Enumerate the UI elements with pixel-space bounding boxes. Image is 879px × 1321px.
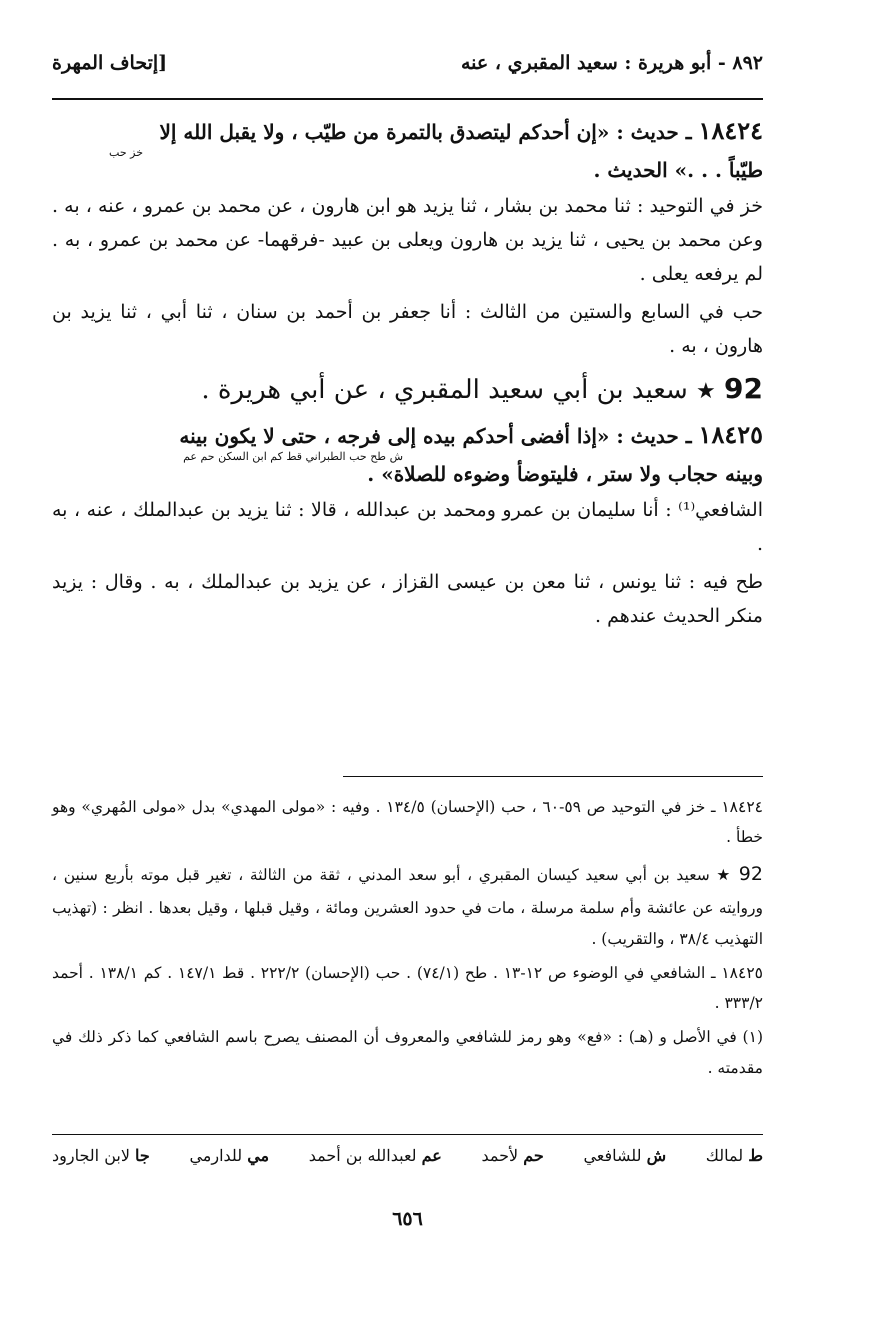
legend-divider [52, 1134, 763, 1135]
legend-label: للدارمي [189, 1146, 243, 1165]
hadith-18424 [52, 112, 763, 186]
footnotes [52, 792, 763, 1087]
paragraph: حب في السابع والستين من الثالث : أنا جعفر بن أحمد بن سنان ، ثنا أبي ، ثنا يزيد بن هارون ، به . [52, 300, 763, 357]
legend-code: ش [646, 1146, 667, 1165]
footnote-number: 92 [738, 863, 763, 886]
footnote: ١٨٤٢٥ ـ الشافعي في الوضوء ص ١٢-١٣ . طح (٧٤/١) . حب (الإحسان) ٢٢٢/٢ . قط ١٤٧/١ . كم ١٣٨/١ . أحمد ٣٣٣/٢ . [52, 963, 763, 1013]
hadith-text-part2: طيّباً . . .» الحديث . [593, 158, 763, 183]
narrator-number: 92 [724, 372, 763, 406]
running-title: ٨٩٢ - أبو هريرة : سعيد المقبري ، عنه [461, 52, 763, 74]
paragraph: الشافعي⁽¹⁾ : أنا سليمان بن عمرو ومحمد بن عبدالله ، قالا : ثنا يزيد بن عبدالملك ، عنه ، به . [52, 499, 763, 556]
page-header [52, 52, 763, 74]
page-number: ٦٥٦ [392, 1208, 423, 1230]
legend-item [706, 1146, 763, 1165]
footnote [52, 856, 763, 953]
star-icon: ★ [696, 379, 716, 405]
legend-code: حم [523, 1146, 544, 1165]
book-title: [إتحاف المهرة [52, 52, 168, 74]
legend-item [189, 1146, 269, 1165]
legend-label: للشافعي [583, 1146, 642, 1165]
main-text [52, 112, 763, 638]
hadith-18425 [52, 416, 763, 490]
paragraph: طح فيه : ثنا يونس ، ثنا معن بن عيسى القزاز ، عن يزيد بن عبدالملك ، به . وقال : يزيد منكر الحديث عندهم . [52, 571, 763, 627]
hadith-text-part2: وبينه حجاب ولا ستر ، فليتوضأ وضوءه للصلاة» . [367, 462, 763, 487]
sigla-note: ش طح حب الطبراني قط كم ابن السكن حم عم [183, 450, 403, 464]
legend-label: لمالك [705, 1146, 744, 1165]
paragraph: خز في التوحيد : ثنا محمد بن بشار ، ثنا يزيد هو ابن هارون ، عن محمد بن عمرو ، عنه ، به . وعن محمد بن يحيى ، ثنا يزيد بن هارون ويعلى بن عبيد -فرقهما- عن محمد بن عمرو ، به . لم يرفعه يعلى . [52, 195, 763, 285]
footnote-divider [343, 776, 763, 777]
legend-label: لأحمد [481, 1146, 519, 1165]
sigla-legend [52, 1146, 763, 1165]
legend-code: ط [748, 1146, 763, 1165]
legend-label: لابن الجارود [52, 1146, 130, 1165]
narrator-heading [52, 367, 763, 412]
hadith-number: ١٨٤٢٤ [698, 116, 763, 145]
legend-item [482, 1146, 544, 1165]
legend-code: جا [135, 1146, 150, 1165]
sigla-note: خز حب [109, 146, 143, 160]
hadith-number: ١٨٤٢٥ [698, 420, 763, 450]
footnote: (١) في الأصل و (هـ) : «فع» وهو رمز للشافعي والمعروف أن المصنف يصرح باسم الشافعي كما ذكر ذلك في مقدمته . [52, 1028, 763, 1077]
footnote: ١٨٤٢٤ ـ خز في التوحيد ص ٥٩-٦٠ ، حب (الإحسان) ١٣٤/٥ . وفيه : «مولى المهدي» بدل «مولى المُهري» وهو خطأ . [52, 798, 763, 847]
legend-item [52, 1146, 150, 1165]
narrator-text: سعيد بن أبي سعيد المقبري ، عن أبي هريرة . [201, 375, 688, 406]
hadith-text-part1: ـ حديث : «إذا أفضى أحدكم بيده إلى فرجه ، حتى لا يكون بينه [179, 424, 692, 449]
footnote-text: سعيد بن أبي سعيد كيسان المقبري ، أبو سعد المدني ، ثقة من الثالثة ، تغير قبل موته بأربع سنين ، وروايته عن عائشة وأم سلمة مرسلة ، مات في حدود العشرين ومائة ، وقيل قبلها ، وقيل بعدها . انظر : (تهذيب التهذيب ٣٨/٤ ، والتقريب) . [52, 866, 763, 948]
header-divider [52, 98, 763, 100]
legend-item [583, 1146, 666, 1165]
legend-code: عم [421, 1146, 442, 1165]
legend-code: مي [247, 1146, 270, 1165]
hadith-text-part1: ـ حديث : «إن أحدكم ليتصدق بالتمرة من طيّب ، ولا يقبل الله إلا [159, 120, 692, 144]
legend-label: لعبدالله بن أحمد [308, 1146, 417, 1165]
star-icon: ★ [716, 866, 733, 885]
legend-item [309, 1146, 442, 1165]
